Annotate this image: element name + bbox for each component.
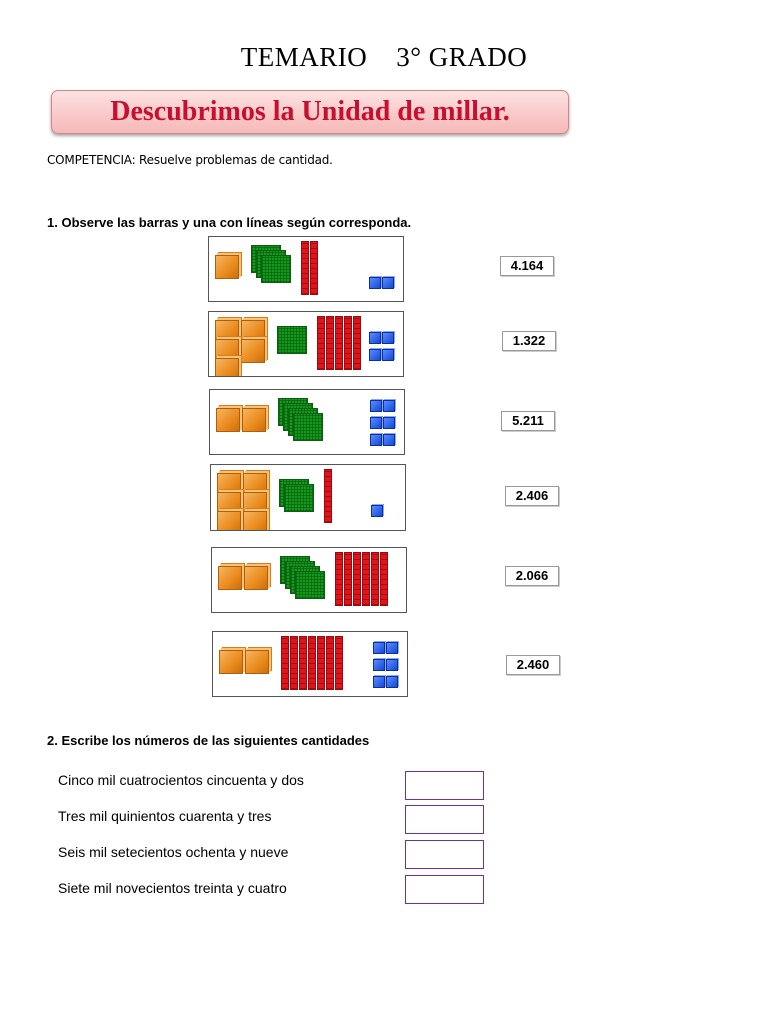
thousand-cube: [215, 255, 239, 279]
thousand-cube: [241, 339, 265, 363]
base-ten-panel: [208, 311, 404, 377]
unit-cube: [369, 277, 381, 289]
ten-rod: [290, 636, 298, 690]
number-box[interactable]: 5.211: [501, 411, 555, 431]
base-ten-panel: [210, 464, 406, 531]
question-1-prompt: 1. Observe las barras y una con líneas según corresponda.: [47, 215, 412, 230]
hundred-flat: [284, 484, 314, 512]
thousand-cube: [245, 650, 269, 674]
quantity-text: Seis mil setecientos ochenta y nueve: [58, 844, 289, 860]
ten-rod: [335, 316, 343, 370]
unit-cube: [382, 349, 394, 361]
hundred-flat: [277, 326, 307, 354]
ten-rod: [281, 636, 289, 690]
ten-rod: [353, 316, 361, 370]
thousand-cube: [244, 566, 268, 590]
ten-rod: [317, 316, 325, 370]
thousand-cube: [243, 511, 267, 531]
unit-cube: [373, 676, 385, 688]
lesson-title: Descubrimos la Unidad de millar.: [110, 96, 510, 127]
thousand-cube: [242, 408, 266, 432]
ten-rod: [324, 469, 332, 523]
thousand-cube: [215, 358, 239, 377]
ten-rod: [301, 241, 309, 295]
thousand-cube: [216, 408, 240, 432]
quantity-text: Cinco mil cuatrocientos cincuenta y dos: [58, 772, 304, 788]
competencia-text: COMPETENCIA: Resuelve problemas de cantidad.: [47, 153, 333, 167]
ten-rod: [362, 552, 370, 606]
unit-cube: [386, 676, 398, 688]
unit-cube: [382, 332, 394, 344]
question-2-prompt: 2. Escribe los números de las siguientes cantidades: [47, 733, 370, 748]
unit-cube: [383, 434, 395, 446]
base-ten-panel: [212, 631, 408, 697]
hundred-flat: [293, 413, 323, 441]
base-ten-panel: [211, 547, 407, 613]
ten-rod: [326, 636, 334, 690]
ten-rod: [335, 636, 343, 690]
lesson-banner: [51, 90, 569, 134]
unit-cube: [369, 349, 381, 361]
ten-rod: [299, 636, 307, 690]
unit-cube: [369, 332, 381, 344]
ten-rod: [335, 552, 343, 606]
unit-cube: [373, 659, 385, 671]
quantity-text: Tres mil quinientos cuarenta y tres: [58, 808, 272, 824]
number-box[interactable]: 1.322: [502, 331, 556, 351]
hundred-flat: [261, 255, 291, 283]
unit-cube: [386, 659, 398, 671]
answer-input[interactable]: [405, 840, 484, 869]
unit-cube: [371, 505, 383, 517]
number-box[interactable]: 2.406: [505, 486, 559, 506]
base-ten-panel: [209, 389, 405, 455]
thousand-cube: [218, 566, 242, 590]
quantity-text: Siete mil novecientos treinta y cuatro: [58, 880, 287, 896]
ten-rod: [317, 636, 325, 690]
thousand-cube: [219, 650, 243, 674]
base-ten-panel: [208, 236, 404, 302]
unit-cube: [386, 642, 398, 654]
unit-cube: [370, 417, 382, 429]
unit-cube: [383, 417, 395, 429]
ten-rod: [353, 552, 361, 606]
number-box[interactable]: 2.460: [506, 655, 560, 675]
unit-cube: [370, 434, 382, 446]
thousand-cube: [217, 511, 241, 531]
number-box[interactable]: 2.066: [505, 566, 559, 586]
answer-input[interactable]: [405, 805, 484, 834]
ten-rod: [344, 552, 352, 606]
ten-rod: [326, 316, 334, 370]
ten-rod: [308, 636, 316, 690]
ten-rod: [371, 552, 379, 606]
hundred-flat: [295, 571, 325, 599]
answer-input[interactable]: [405, 771, 484, 800]
unit-cube: [370, 400, 382, 412]
number-box[interactable]: 4.164: [500, 256, 554, 276]
unit-cube: [382, 277, 394, 289]
document-title: TEMARIO 3° GRADO: [240, 42, 528, 72]
unit-cube: [383, 400, 395, 412]
ten-rod: [380, 552, 388, 606]
ten-rod: [344, 316, 352, 370]
ten-rod: [310, 241, 318, 295]
answer-input[interactable]: [405, 875, 484, 904]
unit-cube: [373, 642, 385, 654]
